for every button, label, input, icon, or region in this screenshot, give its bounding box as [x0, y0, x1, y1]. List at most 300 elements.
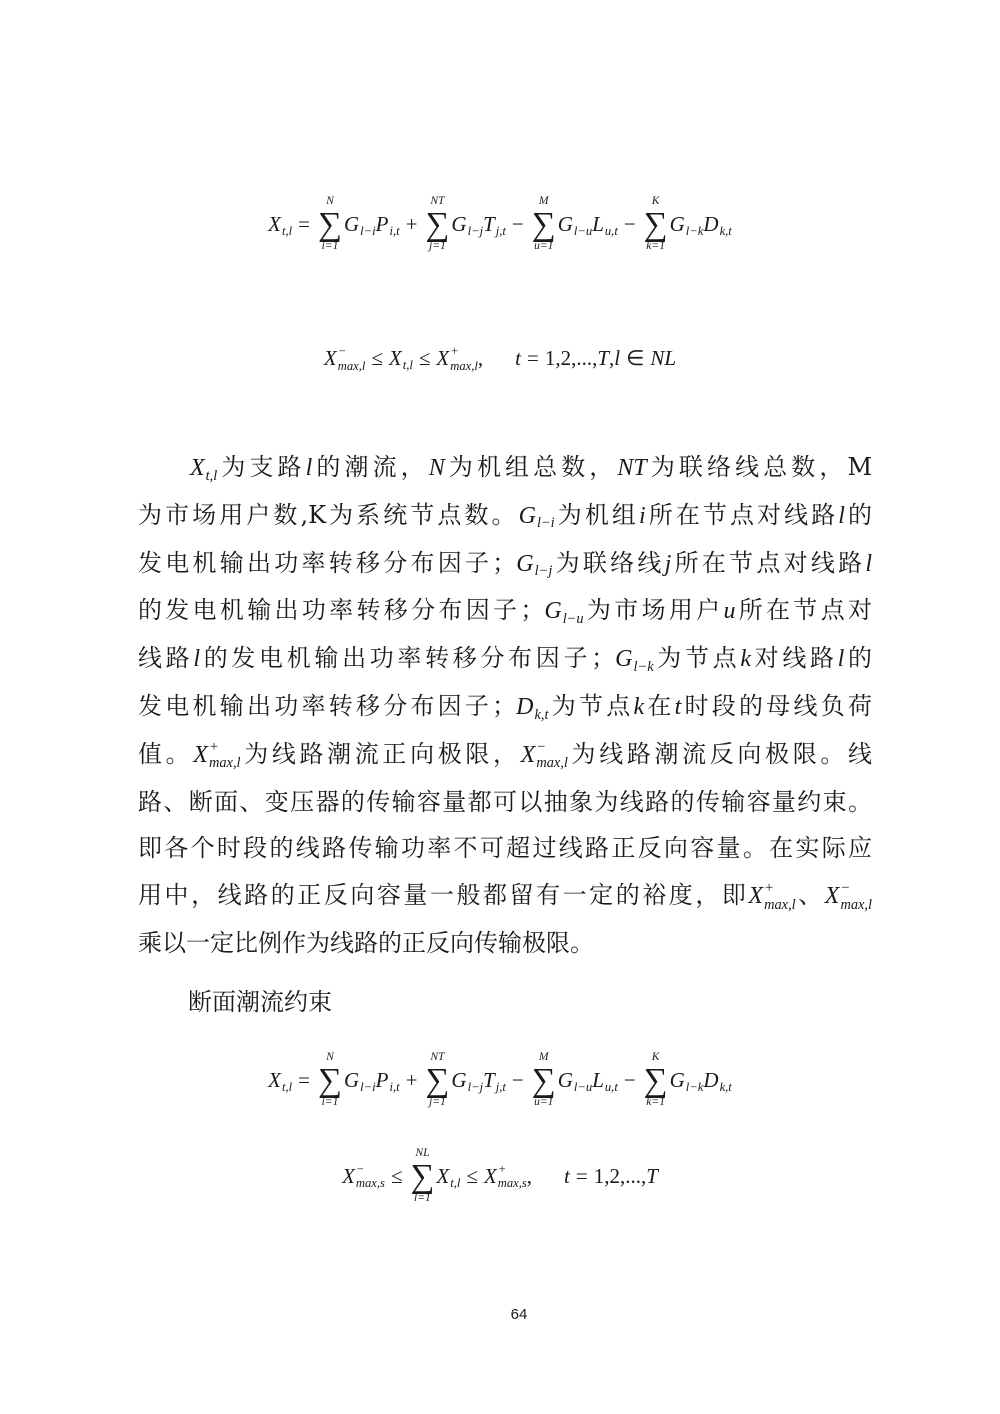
variable-base: X	[342, 1163, 355, 1188]
superscript	[403, 346, 413, 357]
math-text: ,	[526, 1163, 533, 1188]
math-variable	[670, 211, 704, 237]
variable-base: G	[343, 211, 360, 236]
superscript	[282, 211, 292, 222]
script	[563, 597, 584, 626]
text-run: 用中，线路的正反向容量一般都留有一定的裕度，即	[138, 881, 749, 910]
math-variable	[865, 541, 872, 588]
math-variable	[483, 1067, 506, 1093]
variable-base: l	[865, 550, 873, 577]
text-run: 在	[644, 691, 675, 720]
sum-upper-limit: N	[326, 1051, 334, 1063]
text-run: 即各个时段的线路传输功率不可超过线路正反向容量。在实际应	[138, 834, 872, 863]
variable-base: X	[483, 1163, 497, 1188]
superscript	[574, 1067, 592, 1078]
sigma-symbol: ∑	[318, 1061, 342, 1099]
math-text: ,	[609, 346, 615, 371]
summation	[644, 1052, 668, 1109]
superscript	[605, 1067, 618, 1078]
paragraph-line	[138, 731, 872, 779]
sigma-symbol: ∑	[410, 1157, 435, 1195]
superscript	[206, 454, 218, 467]
summation	[410, 1148, 434, 1205]
subscript: t,l	[205, 467, 218, 484]
subscript: k,t	[719, 223, 732, 238]
text-run: 为线路潮流反向极限。线	[567, 739, 873, 768]
superscript: −	[840, 880, 851, 897]
variable-base: P	[375, 211, 389, 236]
text-run: 为联络线	[552, 548, 665, 577]
variable-base: X	[193, 741, 208, 768]
script	[389, 211, 399, 237]
superscript	[282, 1067, 292, 1078]
script	[282, 1067, 292, 1093]
script	[720, 211, 732, 237]
math-variable	[639, 493, 646, 540]
text-run: 值。	[138, 739, 194, 768]
sum-lower-limit: j=1	[429, 240, 446, 253]
sum-upper-limit: NT	[430, 195, 445, 207]
text-run: 、	[795, 881, 825, 910]
paragraph-line	[138, 587, 872, 635]
variable-base: u	[723, 598, 736, 625]
text-run: 的发电机输出功率转移分布因子；	[138, 596, 545, 625]
variable-base: k	[740, 646, 751, 673]
text-run: 为联络线总数，M	[646, 453, 873, 481]
sigma-symbol: ∑	[643, 205, 668, 243]
superscript	[535, 693, 549, 706]
variable-base: G	[557, 211, 573, 236]
paragraph-line	[138, 635, 872, 683]
sum-lower-limit: k=1	[646, 1096, 665, 1109]
variable-base: t	[515, 346, 521, 371]
operator: ≤	[418, 346, 431, 371]
math-variable	[838, 493, 845, 540]
variable-base: L	[592, 1067, 604, 1092]
subscript: max,s	[355, 1176, 385, 1191]
subscript: l−k	[685, 223, 704, 238]
variable-base: G	[518, 502, 536, 529]
math-variable	[324, 345, 365, 372]
sum-upper-limit: NL	[415, 1147, 430, 1159]
text-run: 所在节点对	[735, 596, 873, 625]
math-variable	[429, 445, 445, 492]
script	[282, 211, 292, 237]
variable-base: j	[664, 550, 672, 577]
script	[574, 1067, 592, 1093]
variable-base: k	[633, 693, 645, 720]
sum-upper-limit: K	[651, 195, 660, 207]
text-run: 为机组	[554, 500, 639, 529]
superscript: +	[450, 344, 459, 358]
text-run: 为市场用户	[583, 596, 724, 625]
operator: =	[526, 346, 539, 371]
paragraph-line	[138, 540, 872, 588]
math-text: 1,2,...,	[593, 1163, 647, 1188]
subscript: u,t	[604, 1079, 618, 1094]
subscript: l−k	[633, 658, 654, 675]
equation-section-limit	[0, 1148, 1000, 1205]
variable-base: G	[451, 1067, 467, 1092]
variable-base: T	[483, 211, 495, 236]
script	[840, 881, 872, 912]
subscript: j,t	[495, 223, 506, 238]
math-variable	[617, 445, 646, 492]
variable-base: X	[268, 211, 281, 236]
script	[360, 211, 376, 237]
superscript	[720, 1067, 732, 1078]
superscript	[574, 211, 592, 222]
operator: ≤	[371, 346, 383, 371]
script	[686, 1067, 704, 1093]
math-variable	[436, 1163, 460, 1189]
sum-upper-limit: M	[538, 195, 549, 207]
variable-base: X	[323, 346, 337, 371]
script	[537, 502, 555, 531]
text-run: 的	[844, 500, 873, 529]
sum-upper-limit: M	[538, 1051, 549, 1063]
variable-base: NT	[617, 455, 647, 481]
superscript	[496, 211, 506, 222]
subscript: k,t	[534, 706, 549, 723]
sum-lower-limit: l=1	[414, 1192, 431, 1205]
script	[360, 1067, 376, 1093]
superscript	[360, 211, 376, 222]
operator: −	[623, 1067, 636, 1092]
math-variable	[519, 493, 555, 540]
superscript	[686, 1067, 704, 1078]
math-variable	[740, 636, 751, 683]
operator: +	[405, 211, 418, 236]
script	[634, 645, 654, 674]
superscript	[468, 211, 484, 222]
math-variable	[268, 1067, 292, 1093]
superscript	[686, 211, 704, 222]
script	[468, 211, 484, 237]
math-variable	[670, 1067, 704, 1093]
subscript: l−j	[467, 223, 484, 238]
paragraph-line	[138, 872, 872, 920]
math-variable	[558, 1067, 592, 1093]
math-variable	[614, 346, 620, 371]
math-variable	[646, 1164, 658, 1189]
superscript	[537, 502, 555, 515]
subscript: i,t	[389, 223, 400, 238]
sigma-symbol: ∑	[531, 1061, 556, 1099]
script	[535, 693, 549, 722]
variable-base: l	[305, 455, 313, 481]
equation-line-limit	[0, 345, 1000, 372]
variable-base: T	[597, 346, 610, 371]
math-variable	[376, 211, 400, 237]
text-run: 对线路	[750, 644, 838, 673]
superscript: −	[337, 344, 347, 358]
sigma-symbol: ∑	[318, 205, 342, 243]
math-variable	[544, 588, 583, 635]
summation	[425, 196, 449, 253]
subscript: l−u	[573, 223, 593, 238]
math-text: 1,2,...,	[544, 346, 598, 371]
sum-lower-limit: k=1	[646, 240, 665, 253]
script	[403, 346, 413, 372]
sum-lower-limit: u=1	[534, 240, 554, 253]
script	[605, 1067, 618, 1093]
text-run: 线路	[138, 644, 194, 673]
operator: =	[298, 211, 310, 236]
operator: −	[623, 211, 636, 236]
variable-base: l	[614, 346, 621, 371]
text-run: 为节点	[548, 691, 634, 720]
superscript	[605, 211, 618, 222]
operator: −	[511, 211, 524, 236]
page-number: 64	[510, 1306, 528, 1323]
paragraph-line	[138, 920, 872, 967]
sigma-symbol: ∑	[425, 205, 450, 243]
superscript	[360, 1067, 376, 1078]
math-variable	[748, 873, 795, 920]
math-variable	[483, 211, 506, 237]
variable-base: t	[674, 693, 682, 720]
variable-base: X	[436, 346, 450, 371]
text-run: 为节点	[653, 644, 741, 673]
variable-base: D	[703, 1067, 719, 1092]
script	[535, 549, 553, 578]
superscript	[450, 1163, 460, 1174]
math-variable	[484, 1163, 527, 1190]
subscript: l−u	[562, 611, 584, 628]
variable-base: G	[669, 1067, 685, 1092]
operator: ∈	[626, 346, 645, 371]
math-variable	[592, 1067, 618, 1093]
variable-base: D	[516, 693, 534, 720]
sum-upper-limit: K	[651, 1051, 660, 1063]
script	[468, 1067, 484, 1093]
subscript: t,l	[282, 1079, 293, 1094]
script	[498, 1163, 527, 1190]
script	[720, 1067, 732, 1093]
variable-base: G	[557, 1067, 573, 1092]
subscript: l−u	[573, 1079, 593, 1094]
text-run: 为线路潮流正向极限，	[240, 739, 521, 768]
variable-base: X	[520, 741, 536, 768]
script	[389, 1067, 399, 1093]
subscript: j,t	[495, 1079, 506, 1094]
math-variable	[723, 588, 735, 635]
body-paragraph	[138, 444, 872, 967]
operator: ≤	[466, 1163, 478, 1188]
math-variable	[193, 732, 240, 779]
math-variable	[521, 732, 568, 779]
superscript: +	[208, 738, 219, 755]
script	[605, 211, 618, 237]
math-variable	[558, 211, 592, 237]
math-variable	[703, 211, 731, 237]
subscript: l−i	[360, 223, 376, 238]
equation-section-flow	[0, 1052, 1000, 1109]
math-variable	[825, 873, 872, 920]
math-variable	[515, 346, 521, 371]
section-heading: 断面潮流约束	[188, 988, 332, 1016]
text-run: 为支路	[217, 453, 306, 481]
script	[356, 1163, 385, 1190]
variable-base: N	[428, 455, 445, 481]
paragraph-line	[138, 825, 872, 872]
variable-base: l	[193, 646, 201, 673]
subscript: l−i	[360, 1079, 376, 1094]
superscript	[563, 597, 584, 610]
script	[450, 1163, 460, 1189]
variable-base: G	[669, 211, 685, 236]
text-run: 为机组总数，	[444, 453, 618, 481]
math-variable	[516, 541, 552, 588]
subscript: l−j	[467, 1079, 484, 1094]
variable-base: D	[703, 211, 719, 236]
subscript: l−i	[536, 515, 555, 532]
text-run: 的发电机输出功率转移分布因子；	[200, 644, 616, 673]
paragraph-line	[138, 492, 872, 540]
script	[574, 211, 592, 237]
subscript: max,l	[208, 755, 241, 772]
variable-base: l	[837, 646, 845, 673]
script	[686, 211, 704, 237]
superscript	[389, 211, 399, 222]
math-variable	[342, 1163, 385, 1190]
superscript: +	[764, 880, 774, 897]
equation-line-flow	[0, 196, 1000, 253]
sigma-symbol: ∑	[531, 205, 556, 243]
operator: +	[405, 1067, 418, 1092]
math-variable	[516, 684, 548, 731]
text-run: 发电机输出功率转移分布因子；	[138, 691, 517, 720]
math-variable	[376, 1067, 400, 1093]
subscript: t,l	[282, 223, 293, 238]
text-run: 乘以一定比例作为线路的正反向传输极限。	[138, 928, 594, 957]
text-run: 所在节点对线路	[671, 548, 866, 577]
variable-base: t	[564, 1163, 570, 1188]
variable-base: X	[268, 1067, 281, 1092]
subscript: l−k	[685, 1079, 704, 1094]
superscript	[634, 645, 654, 658]
operator: =	[298, 1067, 310, 1092]
subscript: max,s	[497, 1176, 527, 1191]
superscript	[389, 1067, 399, 1078]
math-variable	[190, 445, 217, 492]
variable-base: G	[516, 550, 534, 577]
script	[450, 345, 478, 372]
summation	[425, 1052, 449, 1109]
paragraph-line	[138, 444, 872, 492]
subscript: max,l	[840, 896, 873, 913]
operator: −	[511, 1067, 524, 1092]
script	[496, 1067, 506, 1093]
math-variable	[703, 1067, 731, 1093]
subscript: max,l	[450, 358, 478, 373]
sum-lower-limit: i=1	[321, 240, 339, 253]
subscript: max,l	[337, 358, 366, 373]
subscript: l−j	[534, 563, 553, 580]
subscript: t,l	[450, 1175, 461, 1190]
operator: =	[575, 1163, 588, 1188]
math-variable	[615, 636, 653, 683]
summation	[532, 1052, 556, 1109]
math-variable	[451, 211, 483, 237]
summation	[318, 196, 342, 253]
variable-base: P	[375, 1067, 389, 1092]
math-variable	[633, 684, 644, 731]
script	[496, 211, 506, 237]
script	[536, 740, 568, 771]
variable-base: G	[544, 598, 562, 625]
variable-base: X	[436, 1163, 450, 1188]
variable-base: X	[748, 883, 764, 910]
math-variable	[344, 211, 376, 237]
variable-base: L	[592, 211, 604, 236]
superscript: −	[355, 1161, 365, 1176]
variable-base: G	[615, 646, 633, 673]
math-variable	[597, 346, 609, 371]
summation	[532, 196, 556, 253]
superscript	[535, 549, 553, 562]
script	[209, 740, 241, 771]
superscript	[496, 1067, 506, 1078]
math-variable	[650, 346, 676, 371]
text-run: 时段的母线负荷	[681, 691, 873, 720]
paragraph-line	[138, 779, 872, 826]
text-run: 路、断面、变压器的传输容量都可以抽象为线路的传输容量约束。	[138, 787, 872, 816]
math-variable	[592, 211, 618, 237]
variable-base: T	[646, 1163, 658, 1188]
script	[206, 454, 218, 483]
math-variable	[451, 1067, 483, 1093]
sigma-symbol: ∑	[425, 1061, 450, 1099]
paragraph-line	[138, 683, 872, 731]
subscript: t,l	[402, 357, 413, 372]
superscript: −	[536, 738, 547, 755]
subscript: max,l	[764, 896, 796, 913]
variable-base: X	[824, 883, 840, 910]
math-text: ,	[477, 346, 484, 371]
variable-base: NL	[650, 346, 677, 371]
variable-base: G	[451, 211, 467, 236]
superscript	[720, 211, 732, 222]
summation	[644, 196, 668, 253]
text-run: 的	[844, 644, 873, 673]
text-run: 为市场用户数,K为系统节点数。	[138, 500, 519, 529]
math-variable	[436, 345, 477, 372]
variable-base: i	[639, 502, 646, 529]
math-variable	[268, 211, 292, 237]
math-variable	[389, 346, 413, 372]
text-run: 的潮流，	[312, 453, 429, 481]
superscript	[468, 1067, 484, 1078]
operator: ≤	[390, 1163, 403, 1188]
sum-lower-limit: i=1	[321, 1096, 339, 1109]
script	[764, 881, 796, 912]
summation	[318, 1052, 342, 1109]
math-variable	[344, 1067, 376, 1093]
sum-lower-limit: u=1	[534, 1096, 554, 1109]
variable-base: X	[190, 455, 205, 481]
sum-upper-limit: N	[326, 195, 334, 207]
variable-base: l	[838, 502, 845, 529]
sigma-symbol: ∑	[643, 1061, 668, 1099]
text-run: 所在节点对线路	[645, 500, 839, 529]
variable-base: T	[483, 1067, 495, 1092]
subscript: max,l	[536, 755, 568, 772]
math-variable	[564, 1164, 570, 1189]
variable-base: G	[343, 1067, 360, 1092]
variable-base: X	[388, 346, 402, 371]
